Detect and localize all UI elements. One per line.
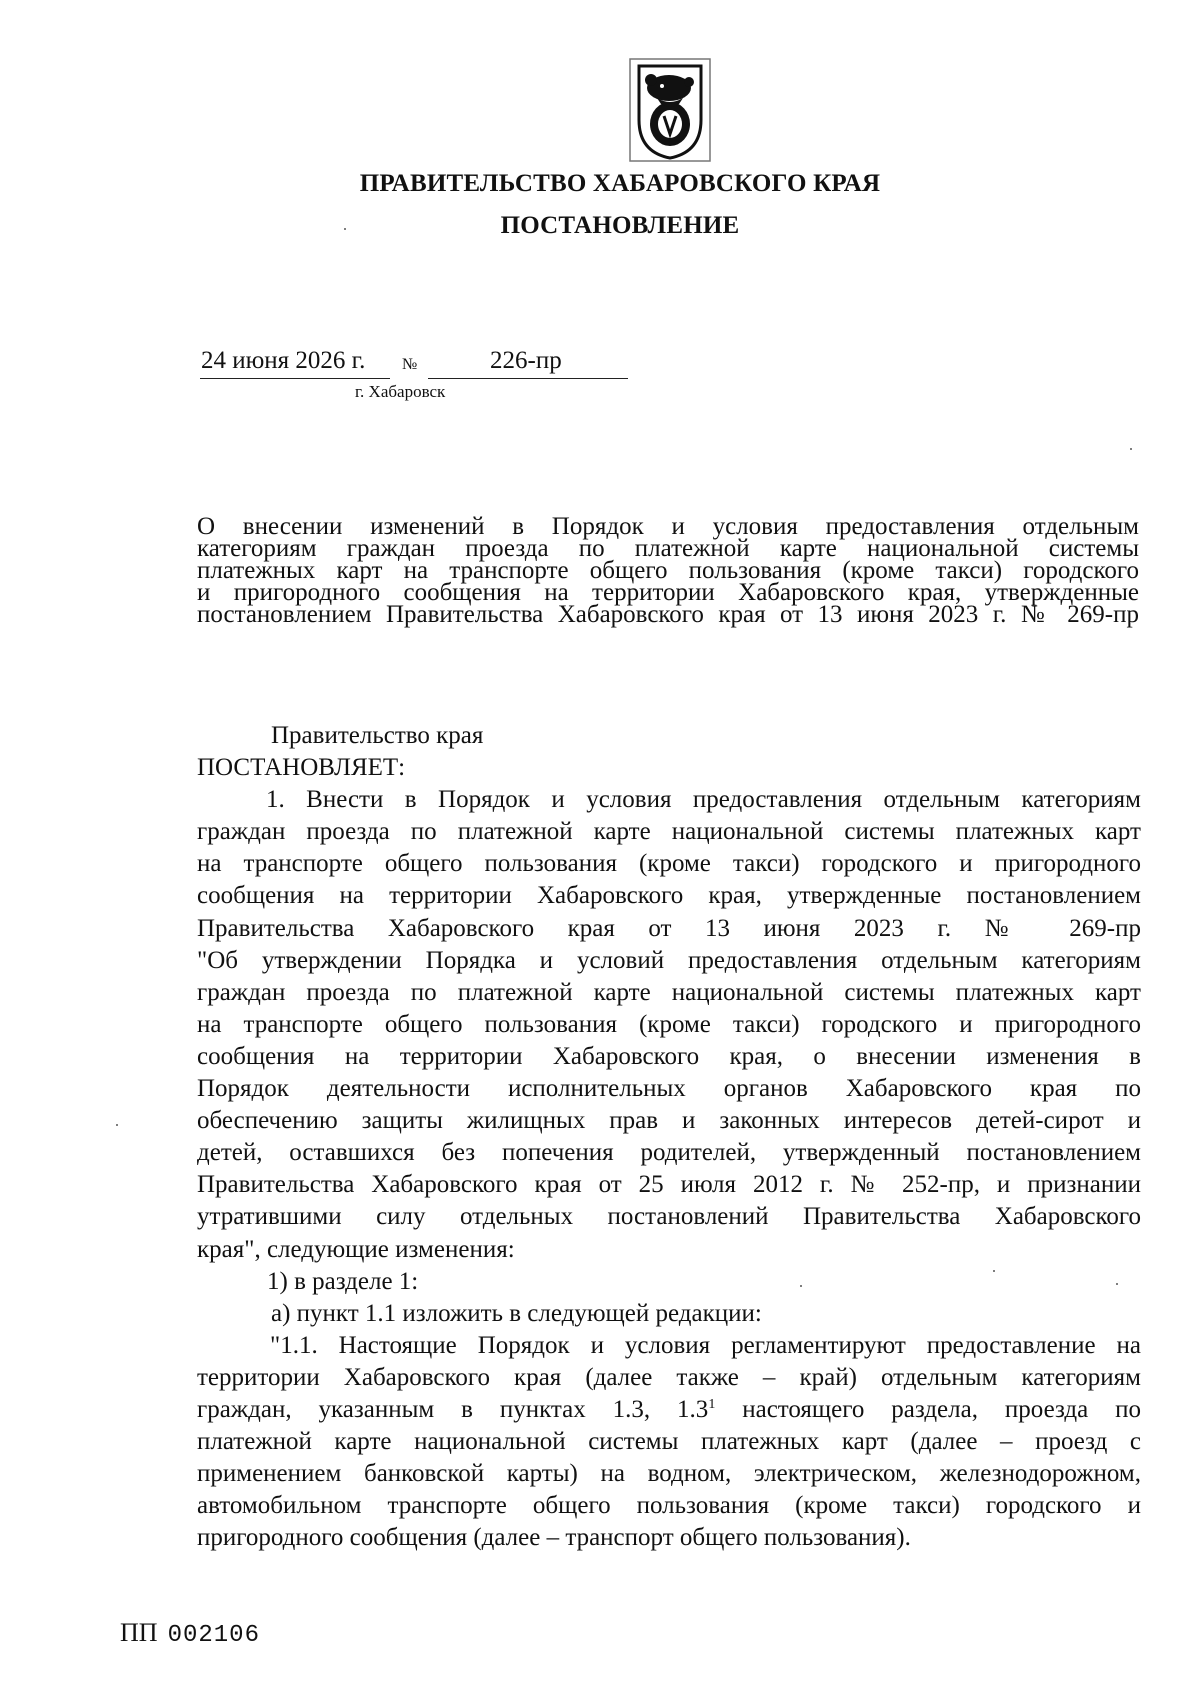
item-1-line: граждан проезда по платежной карте национальной системы платежных карт	[197, 818, 1141, 846]
item-1-line: "Об утверждении Порядка и условий предоставления отдельным категориям	[197, 946, 1141, 974]
footer-stamp	[120, 1618, 260, 1649]
quote-line: применением банковской карты) на водном, электрическом, железнодорожном,	[197, 1460, 1141, 1488]
title-line: О внесении изменений в Порядок и условия предоставления отдельным	[197, 513, 1139, 540]
scan-speck	[344, 228, 346, 230]
document-type-heading: ПОСТАНОВЛЕНИЕ	[500, 212, 740, 239]
title-line: категориям граждан проезда по платежной карте национальной системы	[197, 535, 1139, 562]
item-1-line: Правительства Хабаровского края от 25 июля 2012 г. № 252-пр, и признании	[197, 1171, 1141, 1199]
title-line: и пригородного сообщения на территории Хабаровского края, утвержденные	[197, 579, 1139, 606]
document-city: г. Хабаровск	[355, 382, 446, 401]
quote-line: пригородного сообщения (далее – транспорт общего пользования).	[197, 1524, 911, 1552]
coat-of-arms-icon	[629, 58, 711, 162]
scan-speck	[1116, 1283, 1118, 1285]
footer-code: 002106	[167, 1622, 260, 1649]
scan-speck	[116, 1124, 118, 1126]
subitem-1: 1) в разделе 1:	[267, 1267, 419, 1295]
scan-speck	[993, 1270, 995, 1272]
footer-series: ПП	[120, 1618, 158, 1647]
quote-line: "1.1. Настоящие Порядок и условия регламентируют предоставление на	[270, 1331, 1141, 1359]
document-date: 24 июня 2026 г.	[201, 347, 366, 374]
scan-speck	[1130, 448, 1132, 450]
decree-word: ПОСТАНОВЛЯЕТ:	[197, 754, 406, 782]
scan-speck	[800, 1285, 802, 1287]
number-sign: №	[402, 356, 418, 373]
item-1-line: сообщения на территории Хабаровского края, о внесении изменения в	[197, 1042, 1141, 1070]
quote-line	[197, 1394, 1141, 1426]
item-1-line: детей, оставшихся без попечения родителей, утвержденный постановлением	[197, 1139, 1141, 1167]
document-body	[197, 720, 1141, 1554]
quote-line-start: граждан, указанным в пунктах 1.3, 1.3	[197, 1395, 709, 1423]
document-number: 226-пр	[490, 347, 562, 374]
item-1-line: обеспечению защиты жилищных прав и законных интересов детей-сирот и	[197, 1107, 1141, 1135]
item-1-line: сообщения на территории Хабаровского края, утвержденные постановлением	[197, 882, 1141, 910]
authority-heading: ПРАВИТЕЛЬСТВО ХАБАРОВСКОГО КРАЯ	[359, 170, 881, 197]
item-1-line: граждан проезда по платежной карте национальной системы платежных карт	[197, 978, 1141, 1006]
item-1-line: Правительства Хабаровского края от 13 июня 2023 г. № 269-пр	[197, 914, 1141, 942]
item-1-line: 1. Внести в Порядок и условия предоставления отдельным категориям	[266, 786, 1141, 814]
intro-text: Правительство края	[271, 722, 484, 749]
document-title	[197, 513, 1139, 628]
superscript: 1	[708, 1396, 716, 1412]
date-underline	[200, 378, 390, 379]
title-line: платежных карт на транспорте общего пользования (кроме такси) городского	[197, 557, 1139, 584]
item-1-line: края", следующие изменения:	[197, 1235, 515, 1263]
item-1-line: на транспорте общего пользования (кроме такси) городского и пригородного	[197, 1010, 1141, 1038]
quote-line: территории Хабаровского края (далее также – край) отдельным категориям	[197, 1363, 1141, 1391]
title-line: постановлением Правительства Хабаровского края от 13 июня 2023 г. № 269-пр	[197, 601, 1139, 628]
number-underline	[428, 378, 628, 379]
item-1-line: на транспорте общего пользования (кроме такси) городского и пригородного	[197, 850, 1141, 878]
item-1-line: Порядок деятельности исполнительных органов Хабаровского края по	[197, 1075, 1141, 1103]
item-1-line: утратившими силу отдельных постановлений Правительства Хабаровского	[197, 1203, 1141, 1231]
quote-line: платежной карте национальной системы платежных карт (далее – проезд с	[197, 1428, 1141, 1456]
quote-line-end: настоящего раздела, проезда по	[715, 1395, 1142, 1423]
subitem-a: а) пункт 1.1 изложить в следующей редакции:	[271, 1299, 762, 1327]
quote-line: автомобильном транспорте общего пользования (кроме такси) городского и	[197, 1492, 1141, 1520]
